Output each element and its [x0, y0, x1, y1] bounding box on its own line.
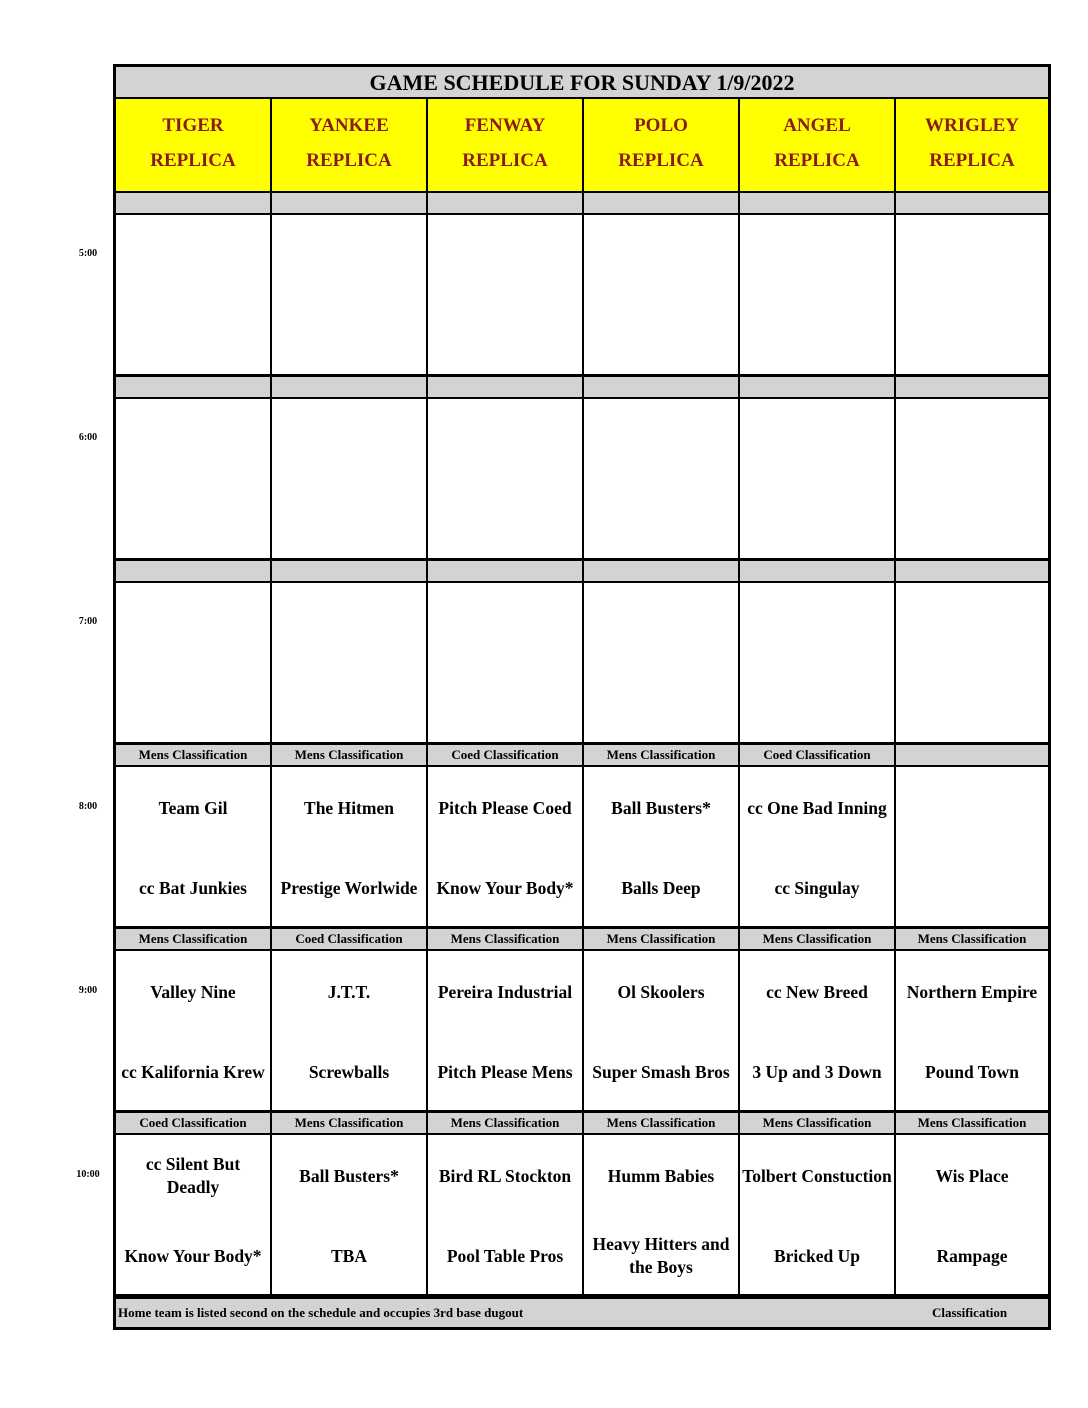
away-team: Valley Nine: [150, 981, 236, 1002]
home-team: Prestige Worlwide: [280, 877, 418, 898]
away-team: cc One Bad Inning: [747, 797, 887, 818]
classification-cell: Mens Classification: [116, 929, 272, 951]
classification-cell: Mens Classification: [584, 1113, 740, 1135]
away-team: Ol Skoolers: [617, 981, 705, 1002]
field-header-polo: [584, 99, 740, 193]
field-header-row: [116, 99, 1048, 193]
classification-cell: [584, 377, 740, 399]
home-team: 3 Up and 3 Down: [752, 1061, 882, 1082]
classification-cell: Mens Classification: [740, 1113, 896, 1135]
home-team: [272, 487, 426, 553]
game-cell: [272, 399, 428, 561]
classification-cell: [116, 377, 272, 399]
home-team: [272, 671, 426, 737]
away-team: [896, 223, 1048, 289]
home-team: cc Bat Junkies: [139, 877, 247, 898]
away-team: Wis Place: [935, 1165, 1009, 1186]
classification-cell: Mens Classification: [428, 929, 584, 951]
game-cell: [896, 767, 1048, 929]
home-team: TBA: [331, 1245, 367, 1266]
classification-cell: Mens Classification: [584, 745, 740, 767]
away-team: [428, 407, 582, 473]
away-team: [272, 223, 426, 289]
home-team: Know Your Body*: [436, 877, 574, 898]
away-team: [740, 591, 894, 657]
classification-cell: Mens Classification: [896, 929, 1048, 951]
away-team: Ball Busters*: [299, 1165, 399, 1186]
field-subtitle: REPLICA: [774, 150, 860, 171]
classification-cell: [740, 193, 896, 215]
classification-row-5: [116, 193, 1048, 215]
away-team: Humm Babies: [607, 1165, 715, 1186]
game-cell: [584, 399, 740, 561]
game-cell: [272, 1135, 428, 1297]
classification-row-9: [116, 929, 1048, 951]
away-team: Northern Empire: [906, 981, 1038, 1002]
home-team: [584, 487, 738, 553]
game-cell: [116, 215, 272, 377]
game-cell: [740, 951, 896, 1113]
game-cell: [116, 583, 272, 745]
game-cell: [584, 1135, 740, 1297]
classification-row-8: [116, 745, 1048, 767]
home-team: Heavy Hitters and the Boys: [592, 1234, 730, 1277]
field-header-wrigley: [896, 99, 1048, 193]
home-team: [428, 671, 582, 737]
game-cell: [740, 215, 896, 377]
game-cell: [116, 951, 272, 1113]
classification-cell: [272, 377, 428, 399]
home-team: Pound Town: [925, 1061, 1019, 1082]
classification-cell: [428, 193, 584, 215]
field-subtitle: REPLICA: [306, 150, 392, 171]
time-label-6: 6:00: [78, 432, 98, 443]
classification-cell: Coed Classification: [116, 1113, 272, 1135]
classification-cell: [896, 193, 1048, 215]
away-team: J.T.T.: [327, 981, 371, 1002]
game-cell: [428, 951, 584, 1113]
away-team: Tolbert Constuction: [742, 1165, 892, 1186]
schedule-table: [113, 64, 1051, 1330]
classification-cell: [740, 561, 896, 583]
field-name: TIGER: [162, 115, 224, 136]
classification-cell: Mens Classification: [272, 745, 428, 767]
classification-cell: [896, 377, 1048, 399]
game-row-9: [116, 951, 1048, 1113]
game-cell: [116, 767, 272, 929]
game-cell: [896, 215, 1048, 377]
game-cell: [896, 399, 1048, 561]
field-name: POLO: [634, 115, 688, 136]
game-cell: [116, 1135, 272, 1297]
game-cell: [740, 583, 896, 745]
classification-cell: Mens Classification: [116, 745, 272, 767]
home-team: [272, 303, 426, 369]
home-team: [740, 303, 894, 369]
time-label-7: 7:00: [78, 616, 98, 627]
home-team: [584, 671, 738, 737]
home-team: [116, 303, 270, 369]
away-team: cc New Breed: [766, 981, 868, 1002]
away-team: Team Gil: [158, 797, 228, 818]
home-team: Know Your Body*: [124, 1245, 262, 1266]
home-team: [740, 671, 894, 737]
game-cell: [584, 583, 740, 745]
away-team: The Hitmen: [304, 797, 394, 818]
field-header-fenway: [428, 99, 584, 193]
game-cell: [272, 215, 428, 377]
field-header-yankee: [272, 99, 428, 193]
classification-cell: Mens Classification: [272, 1113, 428, 1135]
away-team: Ball Busters*: [611, 797, 711, 818]
classification-cell: [272, 193, 428, 215]
game-cell: [272, 951, 428, 1113]
game-cell: [740, 399, 896, 561]
game-cell: [896, 583, 1048, 745]
home-team: Pool Table Pros: [446, 1245, 564, 1266]
game-cell: [584, 215, 740, 377]
home-team: [116, 671, 270, 737]
classification-cell: [584, 193, 740, 215]
away-team: [896, 407, 1048, 473]
classification-cell: Mens Classification: [896, 1113, 1048, 1135]
away-team: [584, 591, 738, 657]
away-team: [116, 223, 270, 289]
away-team: [116, 591, 270, 657]
home-team: [896, 671, 1048, 737]
field-header-tiger: [116, 99, 272, 193]
away-team: [116, 407, 270, 473]
away-team: Bird RL Stockton: [438, 1165, 572, 1186]
home-team: [896, 487, 1048, 553]
game-cell: [428, 399, 584, 561]
away-team: cc Silent But Deadly: [145, 1154, 241, 1197]
game-row-7: [116, 583, 1048, 745]
field-subtitle: REPLICA: [929, 150, 1015, 171]
away-team: [740, 407, 894, 473]
classification-cell: Mens Classification: [584, 929, 740, 951]
game-cell: [740, 767, 896, 929]
home-team: Screwballs: [308, 1061, 390, 1082]
game-row-5: [116, 215, 1048, 377]
time-label-8: 8:00: [78, 801, 98, 812]
away-team: [896, 775, 1048, 841]
home-team: Rampage: [936, 1245, 1008, 1266]
game-cell: [272, 767, 428, 929]
home-team: Super Smash Bros: [592, 1061, 730, 1082]
classification-cell: [272, 561, 428, 583]
home-team: [116, 487, 270, 553]
classification-cell: [896, 561, 1048, 583]
game-cell: [896, 951, 1048, 1113]
game-row-8: [116, 767, 1048, 929]
classification-cell: Mens Classification: [740, 929, 896, 951]
home-team: Bricked Up: [773, 1245, 861, 1266]
game-row-6: [116, 399, 1048, 561]
field-subtitle: REPLICA: [618, 150, 704, 171]
classification-cell: Mens Classification: [428, 1113, 584, 1135]
away-team: [272, 591, 426, 657]
game-cell: [428, 583, 584, 745]
schedule-title: GAME SCHEDULE FOR SUNDAY 1/9/2022: [116, 67, 1048, 99]
footer-bar: [116, 1299, 1048, 1327]
field-subtitle: REPLICA: [150, 150, 236, 171]
away-team: [896, 591, 1048, 657]
field-name: YANKEE: [309, 115, 389, 136]
time-label-9: 9:00: [78, 985, 98, 996]
time-label-5: 5:00: [78, 248, 98, 259]
away-team: [584, 407, 738, 473]
away-team: Pereira Industrial: [437, 981, 573, 1002]
field-name: ANGEL: [783, 115, 851, 136]
game-cell: [740, 1135, 896, 1297]
field-header-angel: [740, 99, 896, 193]
field-name: WRIGLEY: [925, 115, 1019, 136]
classification-cell: [584, 561, 740, 583]
game-cell: [272, 583, 428, 745]
classification-cell: Coed Classification: [272, 929, 428, 951]
classification-cell: [116, 193, 272, 215]
away-team: [272, 407, 426, 473]
footer-note: Home team is listed second on the schedule and occupies 3rd base dugout: [118, 1305, 524, 1320]
game-cell: [116, 399, 272, 561]
home-team: cc Singulay: [774, 877, 860, 898]
footer-classification-label: Classification: [932, 1305, 1008, 1320]
classification-cell: [896, 745, 1048, 767]
away-team: [428, 223, 582, 289]
home-team: [584, 303, 738, 369]
time-label-10: 10:00: [76, 1169, 100, 1180]
home-team: [896, 855, 1048, 921]
home-team: [896, 303, 1048, 369]
away-team: [428, 591, 582, 657]
game-cell: [428, 1135, 584, 1297]
away-team: [584, 223, 738, 289]
home-team: [428, 487, 582, 553]
game-cell: [428, 215, 584, 377]
game-row-10: [116, 1135, 1048, 1297]
home-team: [740, 487, 894, 553]
away-team: Pitch Please Coed: [438, 797, 572, 818]
classification-row-6: [116, 377, 1048, 399]
game-cell: [584, 767, 740, 929]
home-team: [428, 303, 582, 369]
game-cell: [896, 1135, 1048, 1297]
away-team: [740, 223, 894, 289]
classification-cell: [116, 561, 272, 583]
classification-row-7: [116, 561, 1048, 583]
classification-cell: [740, 377, 896, 399]
game-cell: [428, 767, 584, 929]
classification-row-10: [116, 1113, 1048, 1135]
field-name: FENWAY: [464, 115, 546, 136]
home-team: cc Kalifornia Krew: [121, 1061, 265, 1082]
classification-cell: [428, 561, 584, 583]
home-team: Pitch Please Mens: [437, 1061, 573, 1082]
field-subtitle: REPLICA: [462, 150, 548, 171]
classification-cell: Coed Classification: [740, 745, 896, 767]
home-team: Balls Deep: [621, 877, 701, 898]
classification-cell: Coed Classification: [428, 745, 584, 767]
classification-cell: [428, 377, 584, 399]
game-cell: [584, 951, 740, 1113]
